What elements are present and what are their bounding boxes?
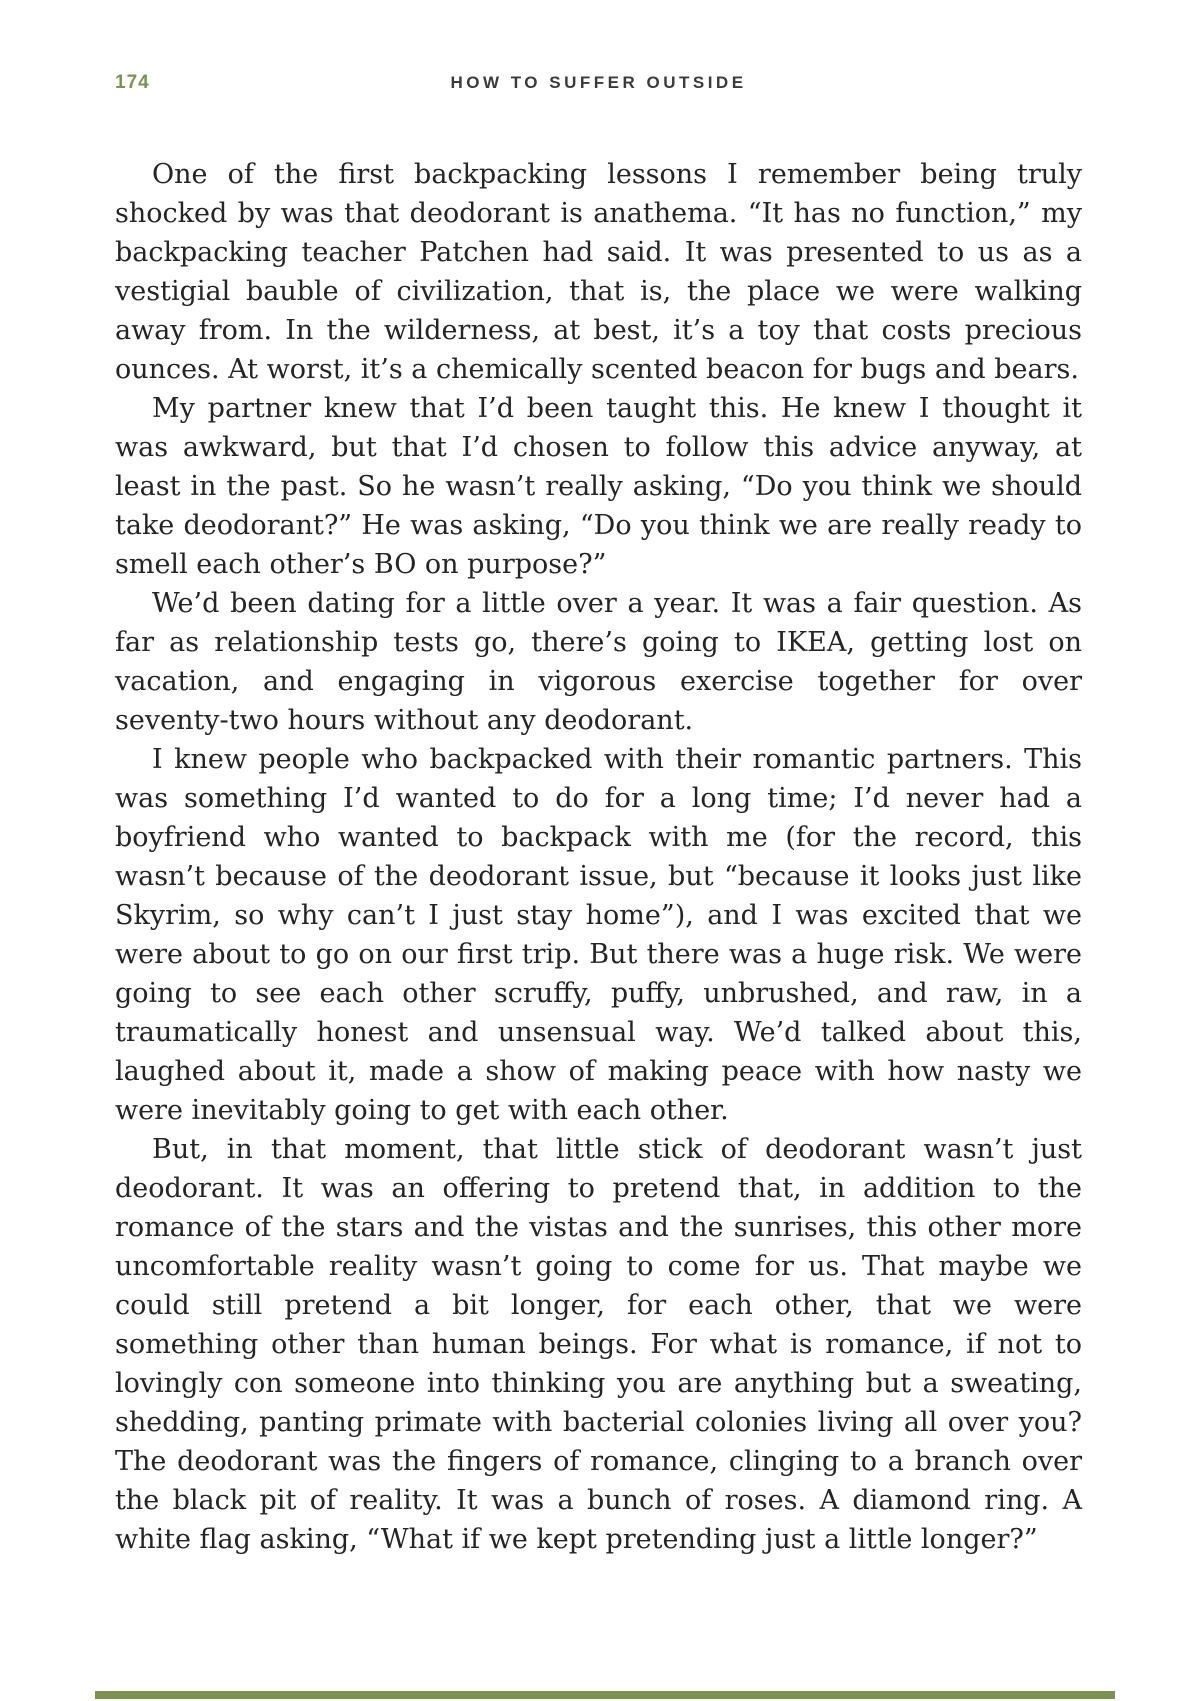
- page-number: 174: [115, 72, 150, 93]
- page-bottom-rule: [95, 1691, 1115, 1699]
- paragraph-5: But, in that moment, that little stick of deodorant wasn’t just deodorant. It was an offering to pretend that, in addition to the romance of the stars and the vistas and the sunrises, this other more uncomfortable reality wasn’t going to come for us. That maybe we could still pretend a bit longer, for each other, that we were something other than human beings. For what is romance, if not to lovingly con someone into thinking you are anything but a sweating, shedding, panting primate with bacterial colonies living all over you? The deodorant was the fingers of romance, clinging to a branch over the black pit of reality. It was a bunch of roses. A diamond ring. A white flag asking, “What if we kept pretending just a little longer?”: [115, 1134, 1082, 1555]
- paragraph-2: My partner knew that I’d been taught this. He knew I thought it was awkward, but that I’d chosen to follow this advice anyway, at least in the past. So he wasn’t really asking, “Do you think we should take deodorant?” He was asking, “Do you think we are really ready to smell each other’s BO on purpose?”: [115, 393, 1082, 580]
- paragraph-3: We’d been dating for a little over a year. It was a fair question. As far as relationship tests go, there’s going to IKEA, getting lost on vacation, and engaging in vigorous exercise together for over seventy-two hours without any deodorant.: [115, 588, 1082, 736]
- running-head-title: HOW TO SUFFER OUTSIDE: [450, 73, 747, 92]
- paragraph-1: One of the first backpacking lessons I remember being truly shocked by was that deodorant is anathema. “It has no function,” my backpacking teacher Patchen had said. It was presented to us as a vestigial bauble of civilization, that is, the place we were walking away from. In the wilderness, at best, it’s a toy that costs precious ounces. At worst, it’s a chemically scented beacon for bugs and bears.: [115, 159, 1082, 385]
- paragraph-4: I knew people who backpacked with their romantic partners. This was something I’d wanted to do for a long time; I’d never had a boyfriend who wanted to backpack with me (for the record, this wasn’t because of the deodorant issue, but “because it looks just like Skyrim, so why can’t I just stay home”), and I was excited that we were about to go on our first trip. But there was a huge risk. We were going to see each other scruffy, puffy, unbrushed, and raw, in a traumatically honest and unsensual way. We’d talked about this, laughed about it, made a show of making peace with how nasty we were inevitably going to get with each other.: [115, 744, 1082, 1126]
- page-header: [115, 72, 1082, 100]
- body-text-block: [115, 155, 1082, 1559]
